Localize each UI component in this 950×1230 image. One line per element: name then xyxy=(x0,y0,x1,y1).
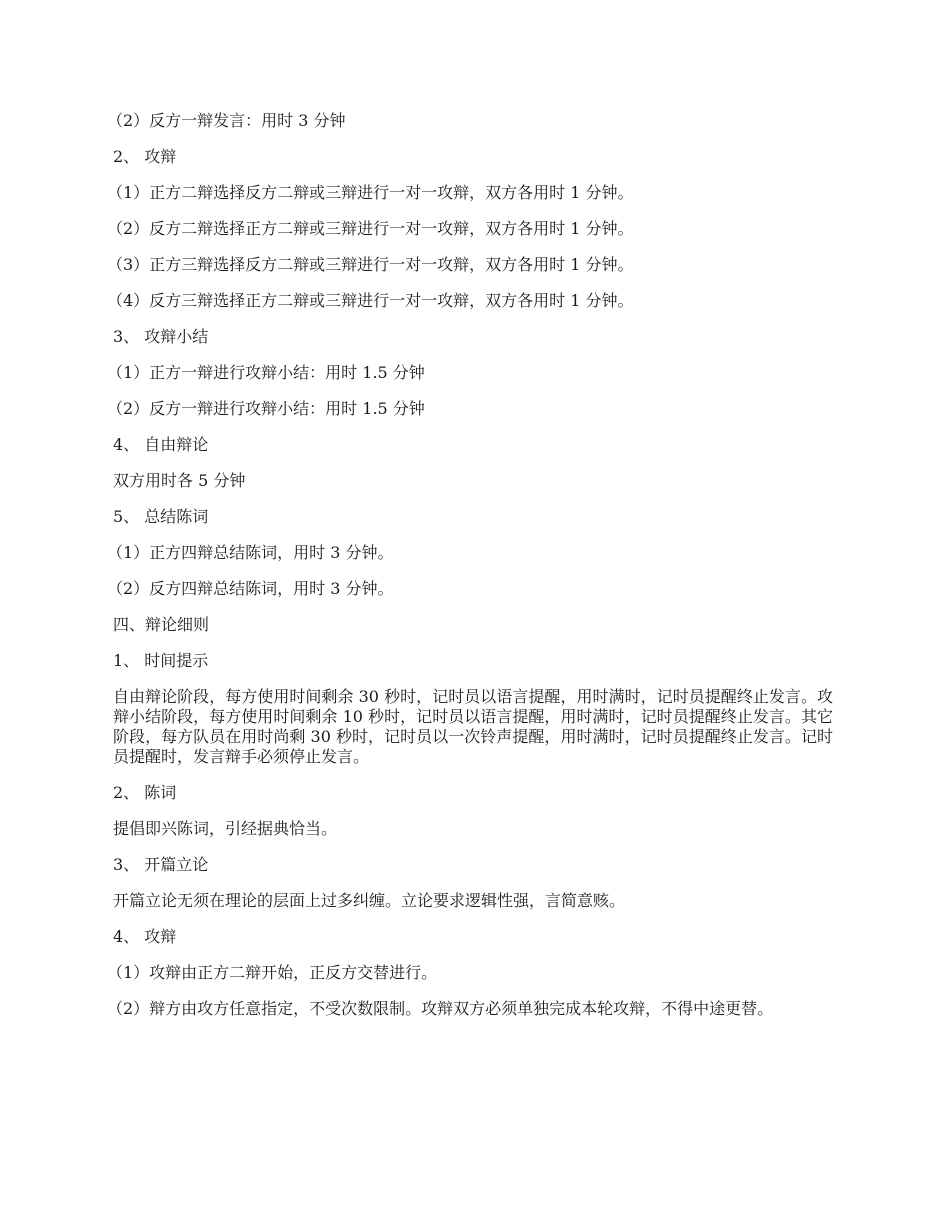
rule-item-summary-con: （2）反方一辩进行攻辩小结：用时 1.5 分钟 xyxy=(107,399,425,418)
rule-item-attack-1: （1）攻辩由正方二辩开始，正反方交替进行。 xyxy=(107,963,438,982)
section-heading-opening-argument: 3、 开篇立论 xyxy=(113,855,209,874)
section-heading-closing: 5、 总结陈词 xyxy=(113,507,209,526)
paragraph-statement: 提倡即兴陈词，引经据典恰当。 xyxy=(113,819,338,838)
section-heading-cross-examination: 2、 攻辩 xyxy=(113,147,177,166)
rule-item-cross-4: （4）反方三辩选择正方二辩或三辩进行一对一攻辩，双方各用时 1 分钟。 xyxy=(107,291,634,310)
paragraph-opening-argument: 开篇立论无须在理论的层面上过多纠缠。立论要求逻辑性强，言简意赅。 xyxy=(113,891,626,910)
rule-item-cross-2: （2）反方二辩选择正方二辩或三辩进行一对一攻辩，双方各用时 1 分钟。 xyxy=(107,219,634,238)
rule-item-cross-1: （1）正方二辩选择反方二辩或三辩进行一对一攻辩，双方各用时 1 分钟。 xyxy=(107,183,634,202)
section-heading-cross-summary: 3、 攻辩小结 xyxy=(113,327,209,346)
rule-item-cross-3: （3）正方三辩选择反方二辩或三辩进行一对一攻辩，双方各用时 1 分钟。 xyxy=(107,255,634,274)
section-heading-time-prompt: 1、 时间提示 xyxy=(113,651,209,670)
section-heading-free-debate: 4、 自由辩论 xyxy=(113,435,209,454)
rule-item-closing-con: （2）反方四辩总结陈词，用时 3 分钟。 xyxy=(107,579,394,598)
chapter-heading-debate-rules: 四、辩论细则 xyxy=(113,615,210,634)
rule-item-attack-2: （2）辩方由攻方任意指定，不受次数限制。攻辩双方必须单独完成本轮攻辩，不得中途更替。 xyxy=(107,999,774,1018)
paragraph-time-prompt: 自由辩论阶段，每方使用时间剩余 30 秒时，记时员以语言提醒，用时满时，记时员提醒终止发言。攻辩小结阶段，每方使用时间剩余 10 秒时，记时员以语言提醒，用时满时，记时员提醒终止发言。其它阶段，每方队员在用时尚剩 30 秒时，记时员以一次铃声提醒，用时满时，记时员提醒终止发言。记时员提醒时，发言辩手必须停止发言。 xyxy=(113,687,833,766)
section-heading-attack-debate: 4、 攻辩 xyxy=(113,927,177,946)
section-heading-statement: 2、 陈词 xyxy=(113,783,177,802)
rule-text-free-debate-time: 双方用时各 5 分钟 xyxy=(113,471,246,490)
rule-item-closing-pro: （1）正方四辩总结陈词，用时 3 分钟。 xyxy=(107,543,394,562)
document-page xyxy=(107,111,833,1035)
rule-item-summary-pro: （1）正方一辩进行攻辩小结：用时 1.5 分钟 xyxy=(107,363,425,382)
rule-item-opening-con-first: （2）反方一辩发言：用时 3 分钟 xyxy=(107,111,346,130)
